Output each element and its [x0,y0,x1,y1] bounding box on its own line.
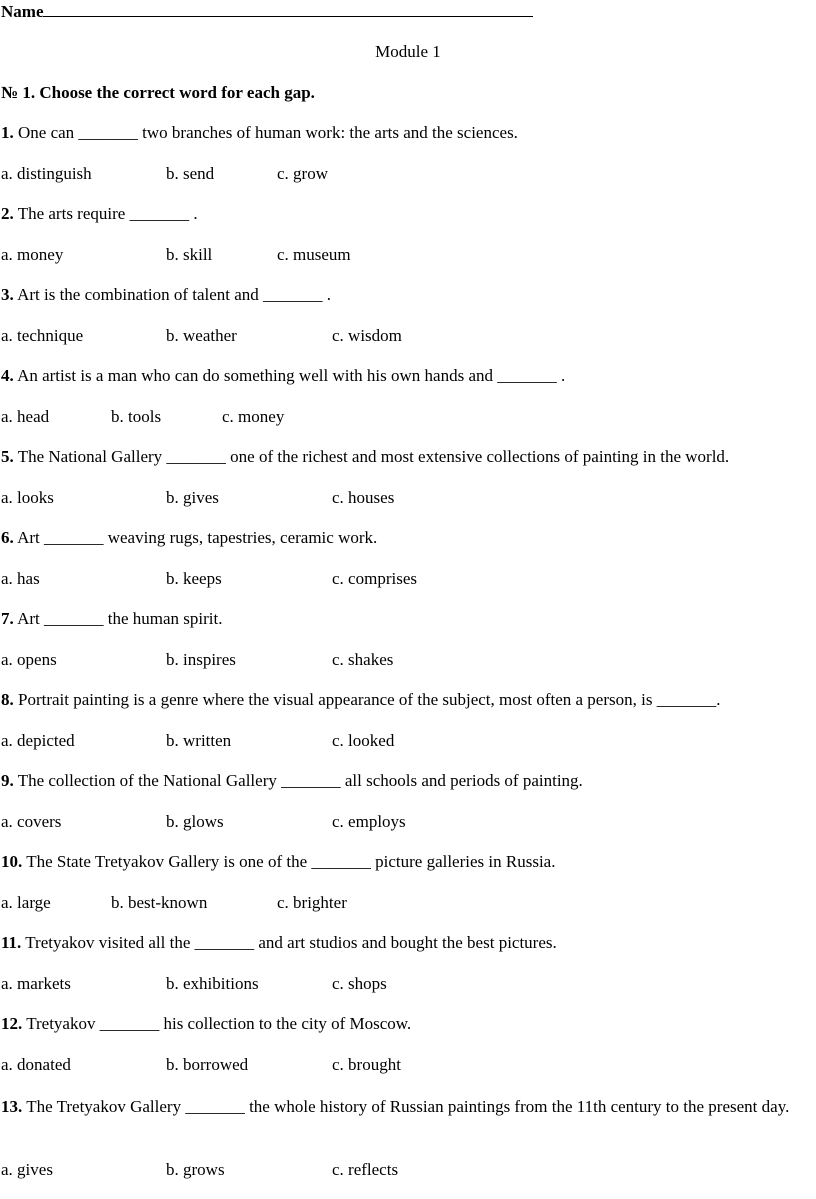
option-b[interactable]: b. glows [166,812,224,831]
question-number: 5. [1,447,14,466]
question-1 [1,123,518,143]
question-text: Portrait painting is a genre where the visual appearance of the subject, most often a person, is _______. [18,690,721,709]
option-b[interactable]: b. inspires [166,650,236,669]
question-number: 7. [1,609,14,628]
question-number: 3. [1,285,14,304]
option-b[interactable]: b. written [166,731,232,750]
option-a[interactable]: a. looks [1,488,54,507]
name-label: Name [1,2,44,21]
option-c[interactable]: c. wisdom [332,326,402,345]
option-a[interactable]: a. head [1,407,50,426]
option-a[interactable]: a. covers [1,812,62,831]
option-c[interactable]: c. houses [332,488,395,507]
question-13 [1,1094,801,1119]
module-title: Module 1 [375,42,441,61]
option-c[interactable]: c. shops [332,974,387,993]
question-8 [1,690,720,710]
option-a[interactable]: a. depicted [1,731,75,750]
option-b[interactable]: b. borrowed [166,1055,249,1074]
question-12 [1,1014,411,1034]
question-number: 4. [1,366,14,385]
name-field [1,2,533,22]
question-10 [1,852,555,872]
question-text: The collection of the National Gallery _______ all schools and periods of painting. [17,771,583,790]
question-text: An artist is a man who can do something well with his own hands and _______ . [17,366,566,385]
question-text: Art _______ the human spirit. [17,609,223,628]
option-a[interactable]: a. gives [1,1160,53,1179]
question-number: 9. [1,771,14,790]
option-c[interactable]: c. museum [277,245,351,264]
question-5 [1,447,729,467]
option-c[interactable]: c. brought [332,1055,401,1074]
option-c[interactable]: c. money [222,407,285,426]
option-a[interactable]: a. large [1,893,51,912]
question-9 [1,771,583,791]
question-text: The State Tretyakov Gallery is one of the _______ picture galleries in Russia. [26,852,556,871]
question-text: Art is the combination of talent and _______ . [17,285,332,304]
option-c[interactable]: c. grow [277,164,328,183]
option-b[interactable]: b. grows [166,1160,225,1179]
option-a[interactable]: a. opens [1,650,57,669]
question-number: 12. [1,1014,23,1033]
option-c[interactable]: c. brighter [277,893,347,912]
question-number: 8. [1,690,14,709]
question-text: The National Gallery _______ one of the richest and most extensive collections of painting in the world. [17,447,730,466]
question-number: 11. [1,933,22,952]
question-text: The Tretyakov Gallery _______ the whole history of Russian paintings from the 11th century to the present day. [26,1097,790,1116]
option-a[interactable]: a. donated [1,1055,71,1074]
name-underline[interactable] [43,2,533,17]
task-heading: № 1. Choose the correct word for each gap. [1,83,315,102]
option-c[interactable]: c. employs [332,812,406,831]
option-b[interactable]: b. best-known [111,893,208,912]
option-c[interactable]: c. reflects [332,1160,399,1179]
option-a[interactable]: a. has [1,569,40,588]
question-number: 13. [1,1097,23,1116]
option-b[interactable]: b. keeps [166,569,222,588]
question-3 [1,285,331,305]
option-b[interactable]: b. gives [166,488,219,507]
question-2 [1,204,198,224]
question-text: Tretyakov visited all the _______ and art studios and bought the best pictures. [25,933,557,952]
question-text: Art _______ weaving rugs, tapestries, ceramic work. [17,528,378,547]
option-c[interactable]: c. looked [332,731,395,750]
question-text: One can _______ two branches of human work: the arts and the sciences. [18,123,518,142]
option-a[interactable]: a. money [1,245,64,264]
option-b[interactable]: b. skill [166,245,213,264]
question-4 [1,366,565,386]
question-6 [1,528,377,548]
option-b[interactable]: b. weather [166,326,237,345]
question-7 [1,609,222,629]
question-text: The arts require _______ . [17,204,198,223]
option-b[interactable]: b. exhibitions [166,974,259,993]
option-b[interactable]: b. send [166,164,215,183]
option-a[interactable]: a. technique [1,326,84,345]
option-c[interactable]: c. shakes [332,650,394,669]
question-text: Tretyakov _______ his collection to the city of Moscow. [26,1014,412,1033]
question-number: 2. [1,204,14,223]
question-number: 1. [1,123,14,142]
option-c[interactable]: c. comprises [332,569,417,588]
option-a[interactable]: a. distinguish [1,164,92,183]
option-a[interactable]: a. markets [1,974,71,993]
option-b[interactable]: b. tools [111,407,162,426]
question-number: 10. [1,852,23,871]
question-number: 6. [1,528,14,547]
question-11 [1,933,557,953]
